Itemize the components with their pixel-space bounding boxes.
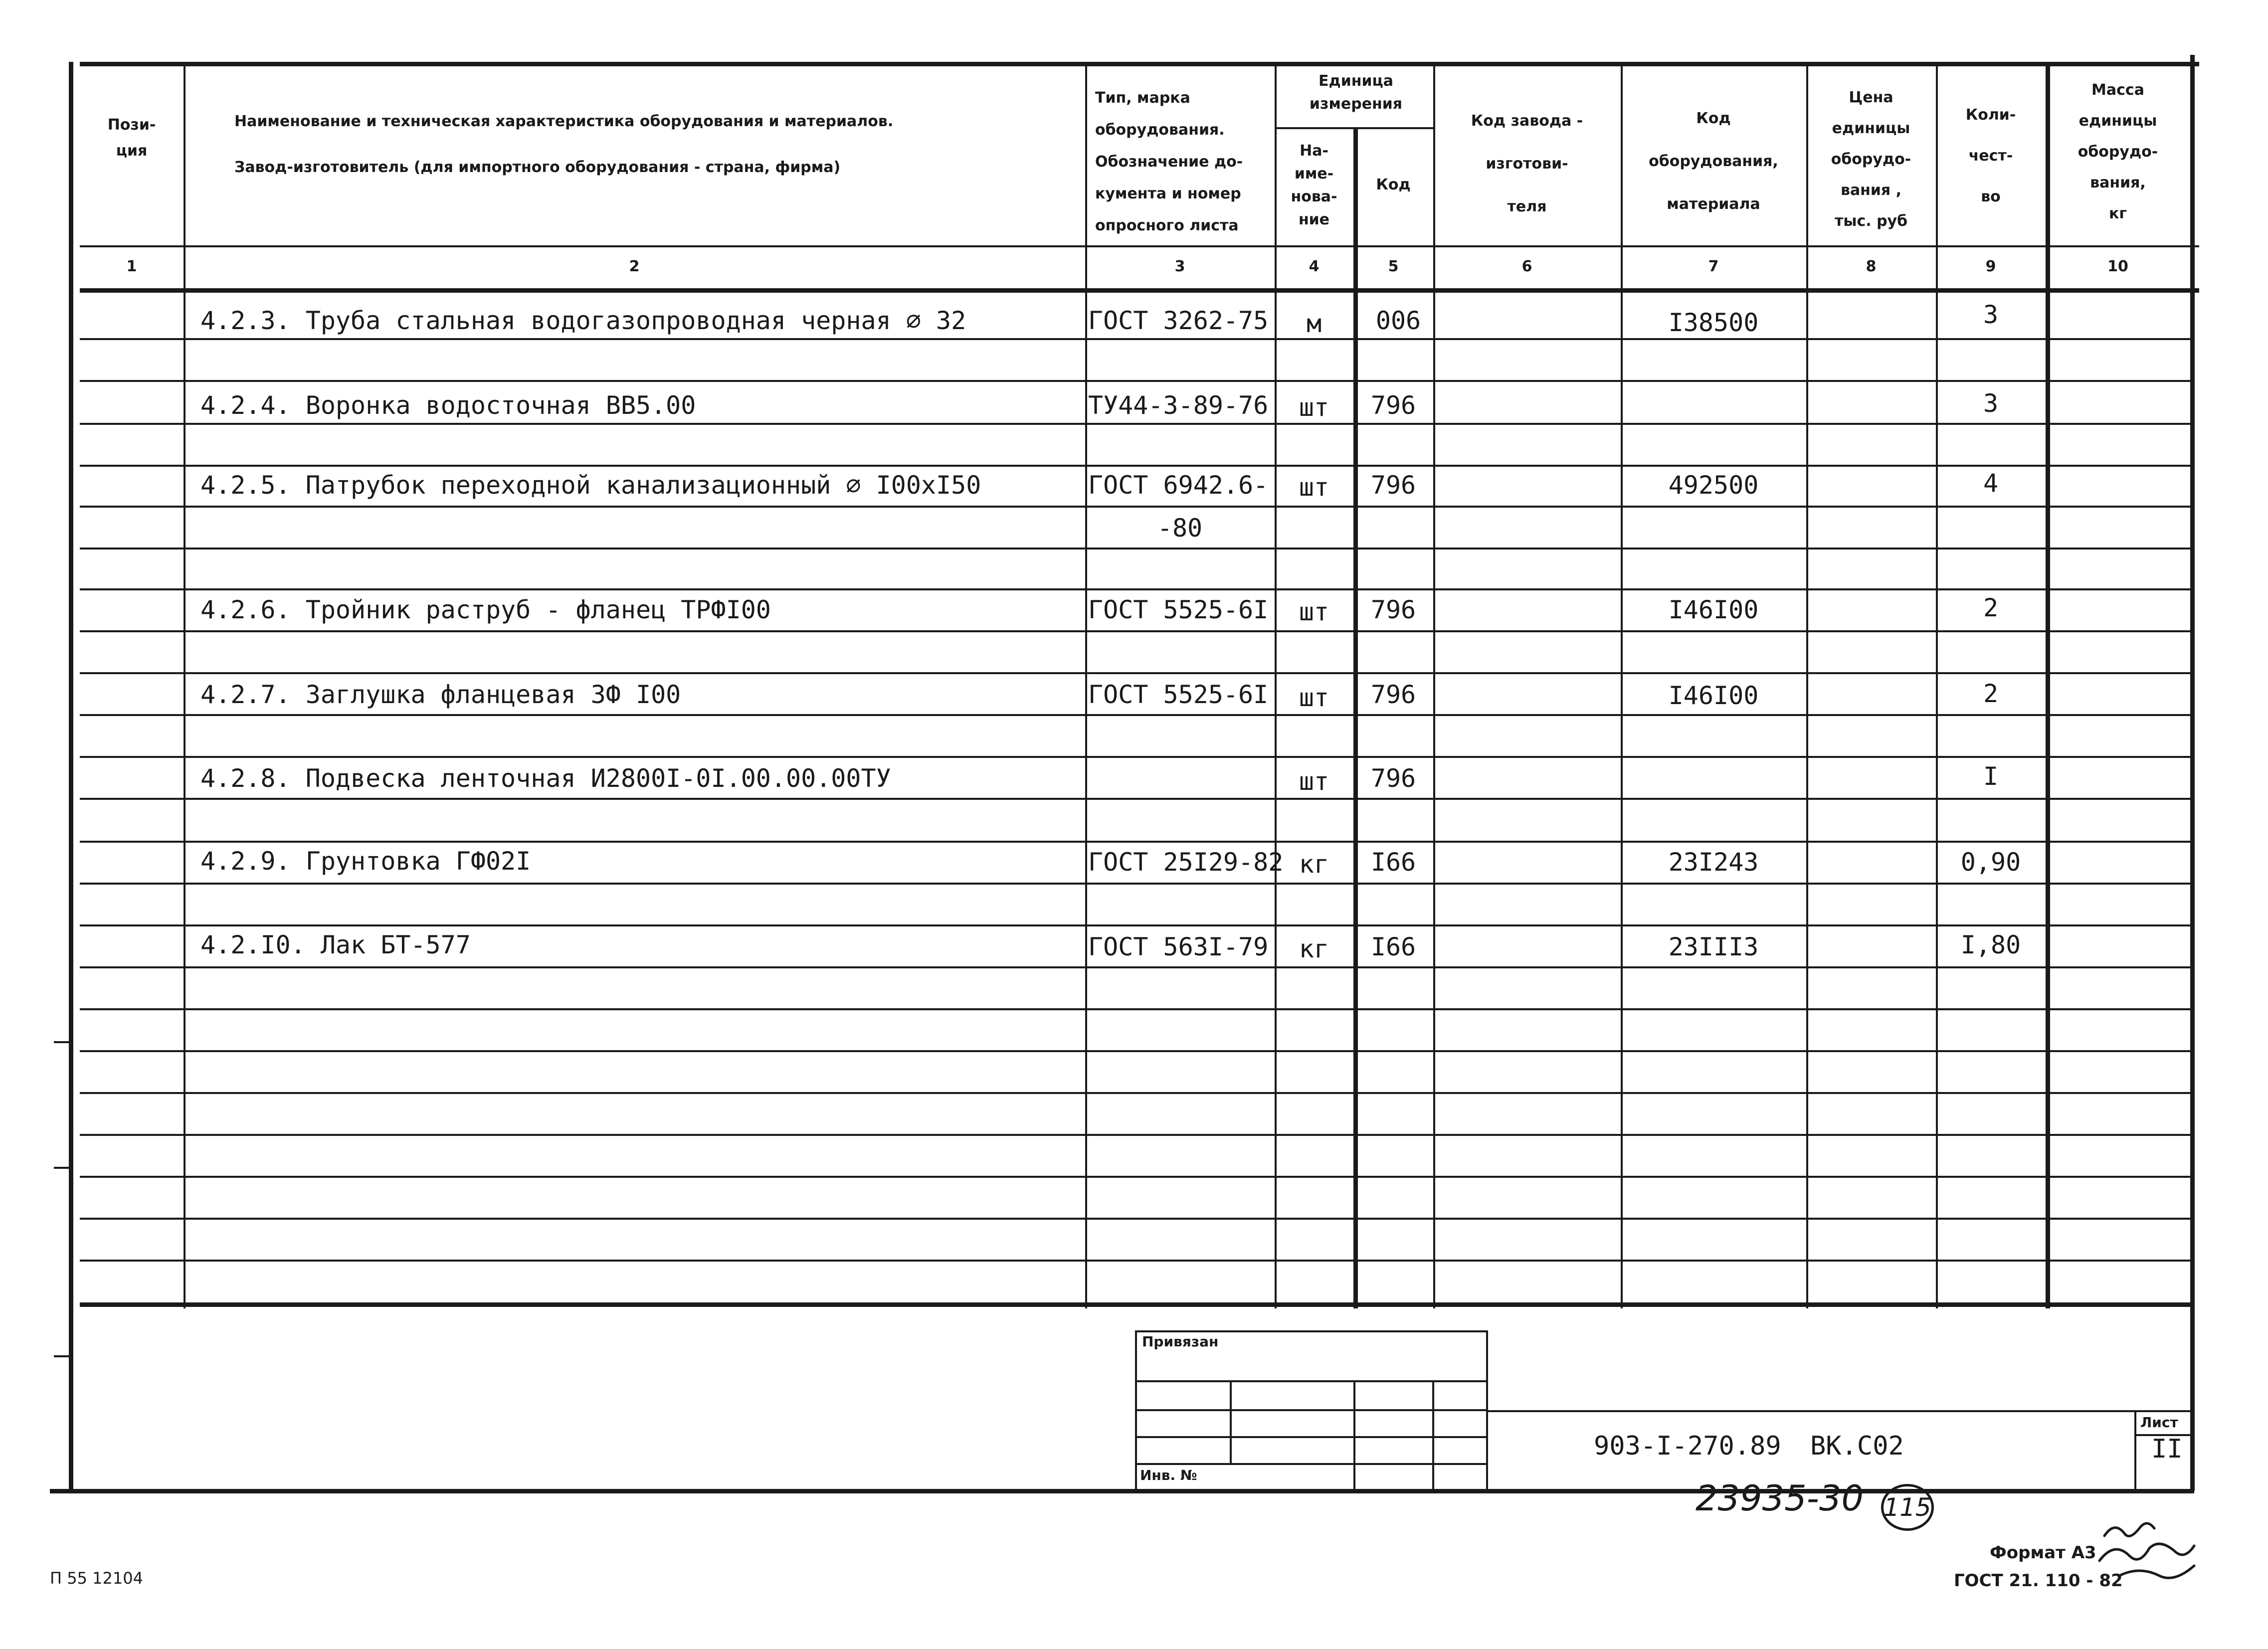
row-line <box>80 1260 2190 1262</box>
row-code: 796 <box>1370 680 1416 709</box>
margin-tick <box>54 1355 71 1357</box>
row-line <box>80 1218 2190 1220</box>
document-section: ВК.С02 <box>1810 1431 1904 1461</box>
stamp-line <box>1135 1436 1487 1438</box>
header-position: Пози- ция <box>107 116 156 160</box>
colnum-5: 5 <box>1388 258 1399 275</box>
row-material-code: 23I243 <box>1668 848 1759 877</box>
header-name-line1: Наименование и техническая характеристика оборудования и материалов. <box>234 113 894 130</box>
row-name: 4.2.7. Заглушка фланцевая ЗФ I00 <box>200 680 681 709</box>
header-name-line2: Завод-изготовитель (для импортного оборудования - страна, фирма) <box>234 159 841 176</box>
stamp-inventory-label: Инв. № <box>1140 1467 1197 1483</box>
row-qty: 4 <box>1983 469 1999 498</box>
row-material-code <box>1621 757 1806 800</box>
row-qty: 2 <box>1983 679 1999 708</box>
colnum-1: 1 <box>126 258 137 275</box>
row-code: I66 <box>1370 848 1416 877</box>
stamp-line <box>1135 1463 1487 1465</box>
row-unit: шт <box>1299 473 1329 502</box>
sheet-box-left-line <box>2134 1410 2136 1490</box>
row-qty: 0,90 <box>1960 848 2021 877</box>
header-doc-type: Тип, марка оборудования. Обозначение до- кумента и номер опросного листа <box>1095 89 1243 234</box>
row-line <box>80 1050 2190 1052</box>
table-bottom-line <box>80 1302 2190 1307</box>
col-divider-2 <box>1085 62 1087 1308</box>
stamp-attached-label: Привязан <box>1142 1333 1219 1350</box>
frame-left-border <box>69 62 73 1491</box>
row-material-code: I46I00 <box>1668 595 1759 624</box>
row-name: 4.2.4. Воронка водосточная ВВ5.00 <box>200 391 696 420</box>
row-doc-continued: -80 <box>1157 514 1203 543</box>
signature-icon <box>2089 1506 2229 1591</box>
row-line <box>80 1176 2190 1178</box>
frame-right-border <box>2190 55 2195 1491</box>
row-code: I66 <box>1370 932 1416 961</box>
row-unit: шт <box>1299 393 1329 422</box>
row-unit: шт <box>1299 683 1329 712</box>
header-quantity: Коли- чест- во <box>1965 106 2016 205</box>
colnum-3: 3 <box>1174 258 1185 275</box>
row-doc: ГОСТ 5525-6I <box>1088 680 1269 709</box>
frame-bottom-border <box>50 1489 2194 1493</box>
row-material-code <box>1621 384 1806 427</box>
stamp-top-line <box>1135 1330 1487 1332</box>
row-qty: 3 <box>1983 300 1999 329</box>
colnum-2: 2 <box>629 258 640 275</box>
row-name: 4.2.3. Труба стальная водогазопроводная черная ∅ 32 <box>200 306 966 335</box>
header-material-code: Код оборудования, материала <box>1649 110 1778 213</box>
colnum-8: 8 <box>1866 258 1877 275</box>
row-name: 4.2.9. Грунтовка ГФ02I <box>200 847 531 876</box>
row-unit: м <box>1306 309 1322 338</box>
row-qty: I <box>1983 762 1999 791</box>
row-line <box>80 1008 2190 1010</box>
sheet-label: Лист <box>2140 1414 2178 1431</box>
header-unit-price: Цена единицы оборудо- вания , тыс. руб <box>1831 89 1911 230</box>
col-divider-1 <box>184 62 186 1308</box>
header-unit-group: Единица измерения <box>1309 72 1403 113</box>
row-qty: 2 <box>1983 593 1999 622</box>
row-material-code: 23III3 <box>1668 932 1759 961</box>
header-bottom-line <box>80 245 2199 247</box>
col-divider-7 <box>1806 62 1808 1308</box>
row-doc: ГОСТ 3262-75 <box>1088 306 1269 335</box>
row-material-code: I46I00 <box>1668 681 1759 710</box>
row-material-code: 492500 <box>1668 471 1759 500</box>
header-plant-code: Код завода - изготови- теля <box>1471 112 1583 215</box>
row-doc: ГОСТ 563I-79 <box>1088 932 1269 961</box>
sheet-number: II <box>2151 1434 2183 1464</box>
row-line <box>80 380 2190 382</box>
row-unit: кг <box>1299 934 1329 963</box>
header-unit-mass: Масса единицы оборудо- вания, кг <box>2078 81 2158 222</box>
row-name: 4.2.I0. Лак БТ-577 <box>200 930 471 959</box>
row-doc: ГОСТ 5525-6I <box>1088 595 1269 624</box>
row-unit: кг <box>1299 850 1329 879</box>
row-code: 796 <box>1370 391 1416 420</box>
row-doc: ТУ44-3-89-76 <box>1088 391 1269 420</box>
row-name: 4.2.6. Тройник раструб - фланец ТРФI00 <box>200 595 771 624</box>
row-qty: 3 <box>1983 389 1999 418</box>
frame-top-border <box>80 62 2199 66</box>
doc-code-top-line <box>1486 1410 2194 1412</box>
stamp-divider <box>1230 1380 1232 1463</box>
circled-number-stamp: 115 <box>1881 1484 1934 1531</box>
col-divider-9 <box>2046 62 2050 1308</box>
document-number: 903-I-270.89 <box>1594 1431 1781 1461</box>
colnum-4: 4 <box>1309 258 1320 275</box>
stamp-line <box>1135 1380 1487 1382</box>
stamp-divider <box>1432 1380 1434 1490</box>
format-label: Формат А3 <box>1990 1543 2096 1563</box>
row-unit: шт <box>1299 767 1329 796</box>
colnum-9: 9 <box>1985 258 1996 275</box>
row-name: 4.2.8. Подвеска ленточная И2800I-0I.00.00.00ТУ <box>200 764 891 793</box>
stamp-left-line <box>1135 1330 1137 1490</box>
col-divider-5 <box>1433 62 1435 1308</box>
row-code: 796 <box>1370 595 1416 624</box>
row-code: 796 <box>1370 764 1416 793</box>
row-line <box>80 1134 2190 1136</box>
margin-tick <box>54 1041 71 1043</box>
row-name: 4.2.5. Патрубок переходной канализационный ∅ I00xI50 <box>200 471 981 500</box>
row-code: 006 <box>1375 306 1421 335</box>
row-material-code: I38500 <box>1668 308 1759 337</box>
header-unit-code: Код <box>1376 176 1411 193</box>
row-doc: ГОСТ 6942.6- <box>1088 471 1269 500</box>
row-doc: ГОСТ 25I29-82 <box>1088 848 1284 877</box>
stamp-divider <box>1353 1380 1355 1490</box>
left-code: П 55 12104 <box>50 1569 143 1588</box>
colnum-7: 7 <box>1708 258 1719 275</box>
gost-reference: ГОСТ 21. 110 - 82 <box>1954 1571 2123 1591</box>
row-code: 796 <box>1370 471 1416 500</box>
column-numbers-bottom-line <box>80 288 2199 293</box>
col-divider-4 <box>1353 127 1358 1308</box>
header-unit-name: На- име- нова- ние <box>1291 142 1337 228</box>
colnum-10: 10 <box>2107 258 2128 275</box>
row-line <box>80 1092 2190 1094</box>
margin-tick <box>54 1167 71 1169</box>
archive-number: 23935-30 <box>1696 1478 1864 1519</box>
row-unit: шт <box>1299 597 1329 626</box>
row-qty: I,80 <box>1960 930 2021 959</box>
colnum-6: 6 <box>1521 258 1532 275</box>
stamp-line <box>1135 1409 1487 1411</box>
